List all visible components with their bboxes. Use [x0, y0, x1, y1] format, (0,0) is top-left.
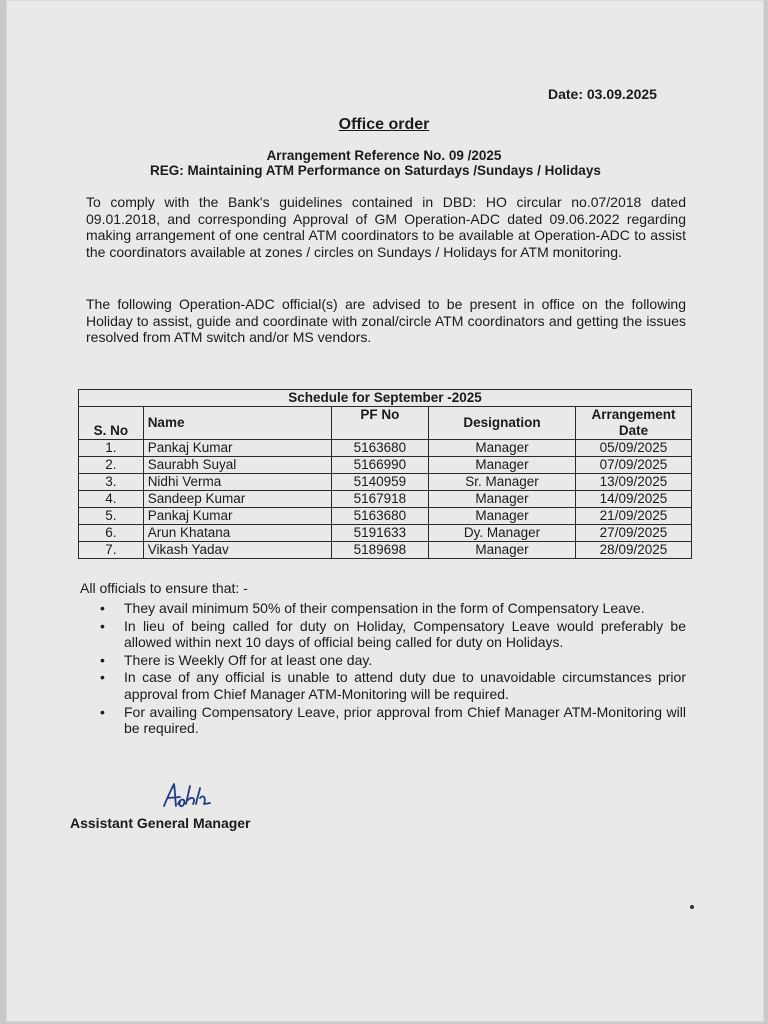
cell-date: 14/09/2025	[575, 491, 691, 508]
bullet-icon: •	[100, 600, 105, 616]
rules-list	[96, 600, 686, 738]
reference-number: Arrangement Reference No. 09 /2025	[266, 148, 502, 163]
list-item	[96, 618, 686, 651]
cell-sno: 5.	[79, 508, 144, 525]
cell-name: Pankaj Kumar	[143, 508, 331, 525]
bullet-icon: •	[100, 617, 105, 634]
cell-sno: 1.	[79, 440, 144, 457]
cell-date: 21/09/2025	[575, 508, 691, 525]
rule-text: There is Weekly Off for at least one day.	[124, 651, 373, 668]
list-item	[96, 704, 686, 737]
list-item	[96, 669, 686, 702]
table-row	[79, 508, 692, 525]
paragraph-advice: The following Operation-ADC official(s) are advised to be present in office on the following Holiday to assist, guide and coordinate with zonal/circle ATM coordinators and getting the issues resolved from ATM switch and/or MS vendors.	[86, 296, 686, 346]
ink-speck	[690, 905, 694, 909]
table-row	[79, 525, 692, 542]
signatory-title: Assistant General Manager	[70, 815, 251, 831]
cell-pf: 5163680	[331, 440, 429, 457]
schedule-body	[79, 440, 692, 559]
cell-designation: Dy. Manager	[429, 525, 576, 542]
schedule-caption: Schedule for September -2025	[79, 390, 692, 407]
cell-pf: 5140959	[331, 474, 429, 491]
cell-sno: 2.	[79, 457, 144, 474]
table-row	[79, 474, 692, 491]
cell-sno: 3.	[79, 474, 144, 491]
bullet-icon: •	[100, 703, 105, 720]
cell-designation: Manager	[429, 457, 576, 474]
schedule-caption-row	[79, 390, 692, 407]
table-row	[79, 542, 692, 559]
signature-icon	[160, 780, 212, 812]
header-designation: Designation	[429, 407, 576, 440]
schedule-table	[78, 389, 692, 559]
cell-name: Arun Khatana	[143, 525, 331, 542]
cell-pf: 5167918	[331, 491, 429, 508]
list-item	[96, 652, 686, 669]
cell-sno: 7.	[79, 542, 144, 559]
cell-name: Saurabh Suyal	[143, 457, 331, 474]
page-title	[0, 116, 768, 134]
cell-designation: Manager	[429, 491, 576, 508]
cell-pf: 5166990	[331, 457, 429, 474]
cell-designation: Sr. Manager	[429, 474, 576, 491]
cell-name: Pankaj Kumar	[143, 440, 331, 457]
rule-text: In case of any official is unable to attend duty due to unavoidable circumstances prior approval from Chief Manager ATM-Monitoring will be required.	[124, 669, 686, 702]
table-row	[79, 491, 692, 508]
cell-date: 28/09/2025	[575, 542, 691, 559]
rule-text: In lieu of being called for duty on Holiday, Compensatory Leave would preferably be allowed within next 10 days of official being called for duty on Holidays.	[124, 617, 686, 651]
header-date: Arrangement Date	[575, 407, 691, 440]
table-header-row	[79, 407, 692, 440]
header-name: Name	[143, 407, 331, 440]
ensure-intro: All officials to ensure that: -	[80, 580, 248, 596]
table-row	[79, 457, 692, 474]
rule-text: For availing Compensatory Leave, prior approval from Chief Manager ATM-Monitoring will be required.	[124, 703, 686, 737]
title-text: Office order	[338, 116, 430, 133]
subject-line: REG: Maintaining ATM Performance on Saturdays /Sundays / Holidays	[150, 163, 601, 178]
header-pf: PF No	[331, 407, 429, 440]
bullet-icon: •	[100, 651, 105, 668]
cell-designation: Manager	[429, 440, 576, 457]
cell-date: 13/09/2025	[575, 474, 691, 491]
cell-designation: Manager	[429, 542, 576, 559]
cell-sno: 4.	[79, 491, 144, 508]
paragraph-guidelines: To comply with the Bank's guidelines contained in DBD: HO circular no.07/2018 dated 09.01.2018, and corresponding Approval of GM Operation-ADC dated 09.06.2022 regarding making arrangement of one central ATM coordinators to be available at Operation-ADC to assist the coordinators available at zones / circles on Sundays / Holidays for ATM monitoring.	[86, 194, 686, 260]
cell-name: Nidhi Verma	[143, 474, 331, 491]
list-item	[96, 600, 686, 617]
cell-date: 07/09/2025	[575, 457, 691, 474]
rule-text: They avail minimum 50% of their compensation in the form of Compensatory Leave.	[124, 600, 645, 616]
cell-pf: 5189698	[331, 542, 429, 559]
cell-sno: 6.	[79, 525, 144, 542]
cell-designation: Manager	[429, 508, 576, 525]
cell-name: Vikash Yadav	[143, 542, 331, 559]
header-sno: S. No	[79, 407, 144, 440]
cell-pf: 5191633	[331, 525, 429, 542]
table-row	[79, 440, 692, 457]
order-date: Date: 03.09.2025	[548, 86, 657, 102]
cell-date: 05/09/2025	[575, 440, 691, 457]
bullet-icon: •	[100, 669, 105, 686]
cell-pf: 5163680	[331, 508, 429, 525]
cell-date: 27/09/2025	[575, 525, 691, 542]
cell-name: Sandeep Kumar	[143, 491, 331, 508]
